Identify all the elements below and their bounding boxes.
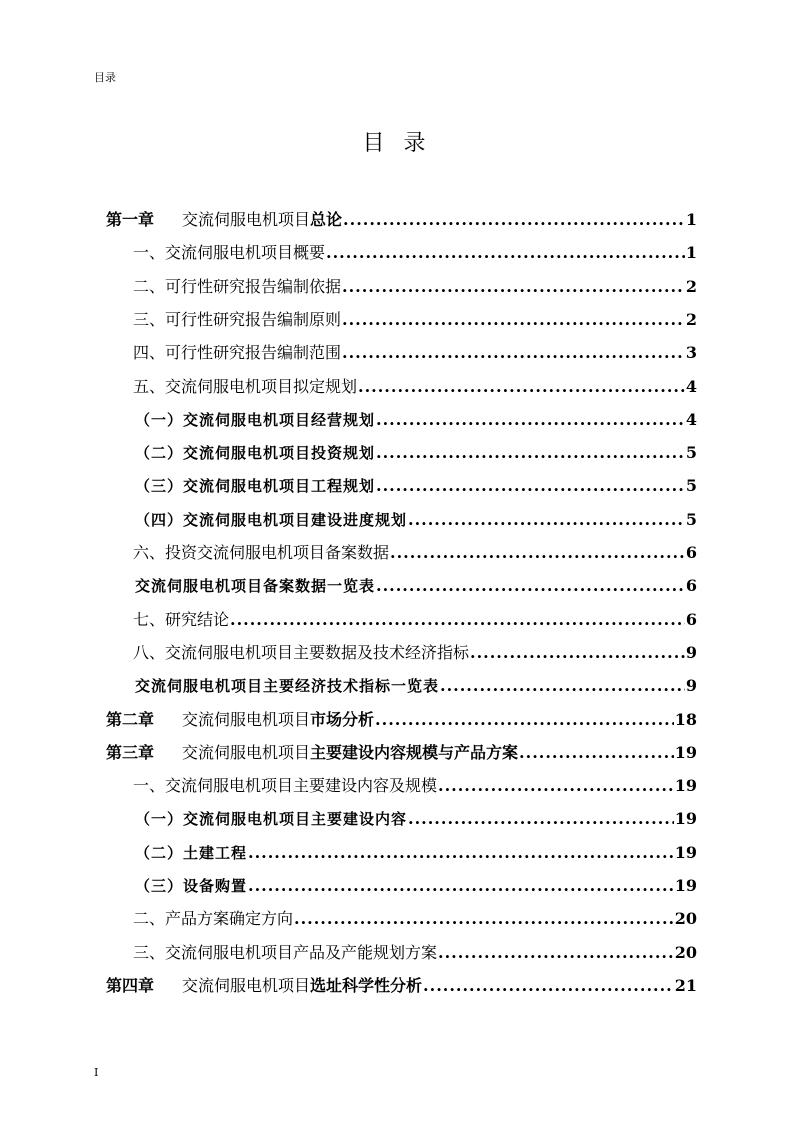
- toc-dot-leader: [440, 671, 685, 701]
- toc-page-number: 2: [685, 309, 697, 329]
- toc-entry[interactable]: [133, 605, 697, 635]
- toc-entry[interactable]: [106, 738, 697, 768]
- toc-entry[interactable]: [133, 272, 697, 302]
- toc-entry-label: （一）交流伺服电机项目经营规划: [135, 410, 376, 429]
- toc-entry[interactable]: [135, 505, 697, 535]
- toc-entry-label: [106, 205, 342, 235]
- toc-page-number: 5: [685, 476, 697, 496]
- toc-page-number: 20: [674, 942, 697, 962]
- toc-page-number: 5: [685, 509, 697, 529]
- toc-page-number: 19: [674, 742, 697, 762]
- toc-entry[interactable]: [133, 771, 697, 801]
- toc-entry-label: [106, 738, 518, 768]
- toc-entry[interactable]: [135, 804, 697, 834]
- toc-chapter-title: 选址科学性分析: [310, 975, 423, 995]
- toc-dot-leader: [375, 705, 674, 735]
- toc-page-number: 5: [685, 443, 697, 463]
- toc-chapter-number: 第四章: [106, 975, 155, 995]
- toc-page-number: 19: [674, 842, 697, 862]
- toc-page-number: 2: [685, 276, 697, 296]
- toc-entry-label: 二、可行性研究报告编制依据: [133, 276, 342, 296]
- toc-page-number: 1: [685, 210, 697, 229]
- toc-dot-leader: [376, 571, 685, 601]
- toc-dot-leader: [342, 338, 685, 368]
- toc-page-number: 4: [685, 376, 697, 396]
- toc-entry[interactable]: [135, 405, 697, 435]
- toc-dot-leader: [408, 804, 674, 834]
- toc-page-number: 4: [685, 409, 697, 429]
- toc-entry[interactable]: [133, 538, 697, 568]
- toc-entry[interactable]: [135, 571, 697, 601]
- toc-dot-leader: [342, 305, 685, 335]
- toc-entry-label: [106, 971, 422, 1001]
- toc-entry[interactable]: [135, 838, 697, 868]
- toc-dot-leader: [376, 438, 685, 468]
- toc-entry-label: 五、交流伺服电机项目拟定规划: [133, 376, 358, 396]
- toc-entry[interactable]: [133, 638, 697, 668]
- toc-dot-leader: [376, 405, 685, 435]
- toc-page-number: 9: [685, 676, 697, 696]
- toc-page-number: 19: [674, 809, 697, 829]
- toc-entry[interactable]: [133, 305, 697, 335]
- toc-entry-label: （二）土建工程: [135, 843, 248, 862]
- toc-entry-label: 三、交流伺服电机项目产品及产能规划方案: [133, 942, 438, 962]
- toc-page-number: 3: [685, 343, 697, 363]
- toc-entry-label: 一、交流伺服电机项目概要: [133, 243, 326, 263]
- toc-dot-leader: [248, 838, 674, 868]
- toc-entry[interactable]: [133, 238, 697, 268]
- toc-page-number: 19: [674, 776, 697, 796]
- toc-page-number: 21: [674, 975, 697, 995]
- toc-entry-label: [106, 705, 374, 735]
- toc-entry-label: （三）交流伺服电机项目工程规划: [135, 477, 376, 496]
- toc-chapter-number: 第三章: [106, 742, 155, 762]
- toc-entry-label: 四、可行性研究报告编制范围: [133, 343, 342, 363]
- toc-chapter-prefix: 交流伺服电机项目: [182, 975, 311, 995]
- toc-entry[interactable]: [133, 372, 697, 402]
- toc-chapter-prefix: 交流伺服电机项目: [182, 210, 311, 229]
- toc-dot-leader: [326, 238, 685, 268]
- toc-entry[interactable]: [106, 705, 697, 735]
- toc-dot-leader: [376, 471, 685, 501]
- toc-dot-leader: [294, 904, 674, 934]
- toc-entry[interactable]: [133, 938, 697, 968]
- toc-entry[interactable]: [135, 871, 697, 901]
- toc-entry-label: 八、交流伺服电机项目主要数据及技术经济指标: [133, 642, 470, 662]
- toc-dot-leader: [423, 971, 674, 1001]
- toc-dot-leader: [438, 938, 674, 968]
- toc-entry-label: 三、可行性研究报告编制原则: [133, 309, 342, 329]
- toc-dot-leader: [230, 605, 685, 635]
- toc-dot-leader: [470, 638, 685, 668]
- toc-dot-leader: [342, 272, 685, 302]
- toc-entry-label: （一）交流伺服电机项目主要建设内容: [135, 810, 408, 829]
- toc-entry-label: 交流伺服电机项目备案数据一览表: [135, 577, 376, 596]
- toc-dot-leader: [519, 738, 674, 768]
- running-header: 目录: [94, 71, 116, 84]
- toc-chapter-title: 主要建设内容规模与产品方案: [310, 742, 519, 762]
- toc-entry[interactable]: [106, 205, 697, 235]
- toc-entry[interactable]: [133, 338, 697, 368]
- toc-entry-label: 交流伺服电机项目主要经济技术指标一览表: [135, 677, 440, 696]
- toc-entry[interactable]: [135, 671, 697, 701]
- toc-dot-leader: [358, 372, 685, 402]
- toc-entry[interactable]: [135, 438, 697, 468]
- toc-chapter-title: 市场分析: [310, 709, 375, 729]
- toc-chapter-number: 第一章: [106, 210, 155, 229]
- toc-entry[interactable]: [106, 971, 697, 1001]
- toc-page-number: 6: [685, 576, 697, 596]
- toc-dot-leader: [390, 538, 685, 568]
- toc-dot-leader: [408, 505, 685, 535]
- toc-entry[interactable]: [135, 471, 697, 501]
- toc-dot-leader: [438, 771, 674, 801]
- toc-entry-label: （四）交流伺服电机项目建设进度规划: [135, 510, 408, 529]
- toc-page-number: 9: [685, 642, 697, 662]
- page-number: I: [94, 1066, 99, 1079]
- toc-chapter-number: 第二章: [106, 709, 155, 729]
- toc-dot-leader: [343, 205, 685, 235]
- toc-entry-label: （二）交流伺服电机项目投资规划: [135, 444, 376, 463]
- toc-page-number: 6: [685, 543, 697, 562]
- toc-entry-label: 六、投资交流伺服电机项目备案数据: [133, 543, 390, 562]
- toc-entry-label: （三）设备购置: [135, 877, 248, 895]
- toc-page-number: 19: [674, 876, 697, 895]
- toc-page-number: 20: [674, 909, 697, 929]
- toc-page-number: 6: [685, 609, 697, 629]
- toc-chapter-prefix: 交流伺服电机项目: [182, 742, 311, 762]
- toc-page-number: 18: [674, 709, 697, 729]
- toc-chapter-title: 总论: [310, 210, 343, 229]
- toc-page-number: 1: [685, 243, 697, 263]
- toc-entry-label: 一、交流伺服电机项目主要建设内容及规模: [133, 776, 438, 796]
- toc-entry-label: 二、产品方案确定方向: [133, 909, 294, 929]
- toc-entry-label: 七、研究结论: [133, 609, 230, 629]
- toc-entry[interactable]: [133, 904, 697, 934]
- toc-dot-leader: [248, 871, 674, 901]
- toc-chapter-prefix: 交流伺服电机项目: [182, 709, 311, 729]
- page-title: 目 录: [362, 131, 432, 156]
